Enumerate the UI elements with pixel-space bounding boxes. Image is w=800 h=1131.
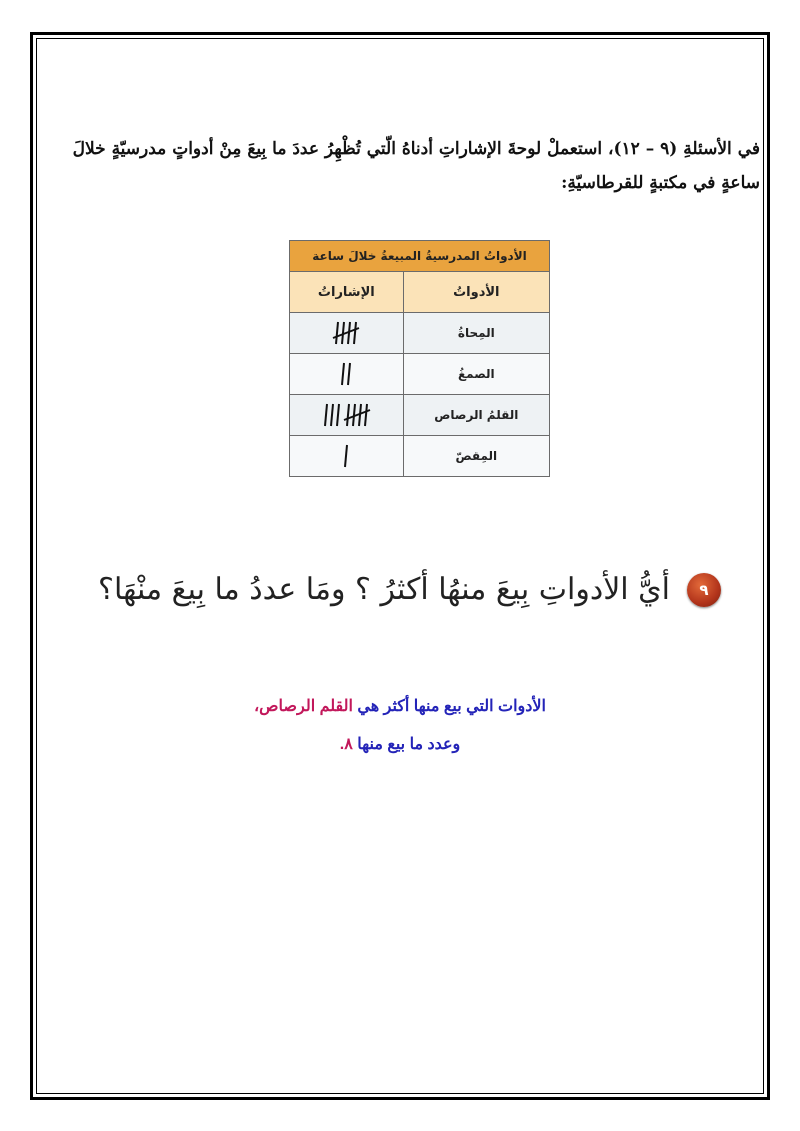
answer-line-2 — [100, 726, 700, 764]
answer-line-1-text: الأدوات التي بيع منها أكثر هي — [357, 698, 546, 715]
table-row — [290, 395, 550, 436]
table-header-row — [290, 272, 550, 313]
tally-stroke — [354, 322, 356, 344]
tally-stroke — [345, 445, 347, 467]
tally-marks — [290, 354, 404, 395]
tally-marks-icon — [296, 441, 396, 471]
tally-stroke — [342, 363, 344, 385]
answer-block — [100, 688, 700, 764]
header-marks: الإشاراتُ — [290, 272, 404, 313]
table-row — [290, 436, 550, 477]
tally-stroke — [365, 404, 367, 426]
question-text: أيُّ الأدواتِ بِيعَ منهُا أكثرُ ؟ ومَا عددُ ما بِيعَ منْهَا؟ — [98, 572, 670, 607]
tool-name: المِحاةُ — [403, 313, 549, 354]
tool-name: المِقصّ — [403, 436, 549, 477]
answer-highlight-count: ٨. — [339, 736, 353, 753]
answer-line-1 — [100, 688, 700, 726]
tally-table — [289, 240, 550, 477]
answer-line-2-text: وعدد ما بيع منها — [357, 736, 461, 753]
tally-stroke — [348, 363, 350, 385]
table-row — [290, 354, 550, 395]
question-number-badge — [687, 573, 721, 607]
intro-text: في الأسئلةِ (٩ – ١٢)، استعملْ لوحةَ الإشاراتِ أدناهُ الّتي تُظْهِرُ عددَ ما بِيعَ مِنْ أدواتٍ مدرسيّةٍ خلالَ ساعةٍ في مكتبةٍ للقرطاسيّةِ: — [72, 139, 760, 193]
table-title: الأدواتُ المدرسيةُ المبيعةُ خلالَ ساعة — [290, 241, 550, 272]
tally-stroke — [331, 404, 333, 426]
tally-stroke — [325, 404, 327, 426]
tally-marks — [290, 395, 404, 436]
tally-marks-icon — [296, 318, 396, 348]
table-row — [290, 313, 550, 354]
tool-name: القلمُ الرصاص — [403, 395, 549, 436]
answer-highlight-tool: القلم الرصاص، — [254, 698, 353, 715]
tally-marks-icon — [296, 400, 396, 430]
header-tools: الأدواتُ — [403, 272, 549, 313]
tally-marks-icon — [296, 359, 396, 389]
tally-marks — [290, 436, 404, 477]
tally-stroke — [336, 322, 338, 344]
tool-name: الصمغُ — [403, 354, 549, 395]
tally-stroke — [337, 404, 339, 426]
tally-stroke — [347, 404, 349, 426]
question-number: ٩ — [699, 581, 709, 599]
tally-marks — [290, 313, 404, 354]
table-title-row — [290, 241, 550, 272]
